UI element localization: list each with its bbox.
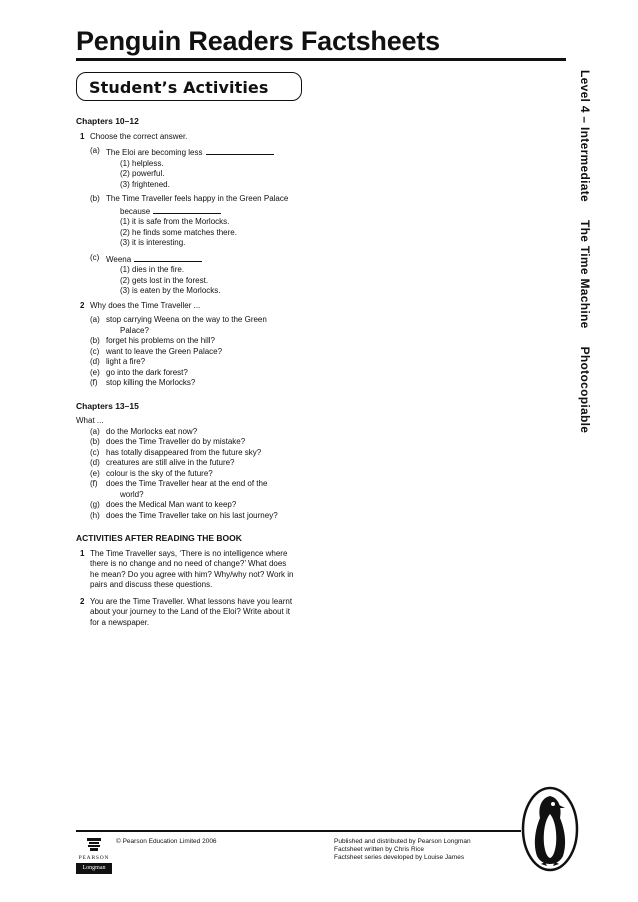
chapters-13-15-heading: Chapters 13–15 — [76, 400, 139, 411]
item-text: want to leave the Green Palace? — [106, 346, 223, 356]
question-13h — [76, 511, 308, 522]
question-2f — [76, 378, 308, 389]
question-1b — [76, 194, 308, 205]
option — [76, 217, 308, 228]
item-label: (d) — [90, 458, 100, 467]
written-line: Factsheet written by Chris Rice — [334, 846, 424, 853]
item-text: because — [120, 206, 151, 216]
question-1c — [76, 253, 308, 266]
question-2 — [76, 301, 308, 312]
answer-blank — [134, 253, 202, 262]
question-13c — [76, 448, 308, 459]
question-line: You are the Time Traveller. What lessons have you learnt — [90, 596, 293, 606]
option-text: frightened. — [132, 179, 170, 189]
option-number: (3) — [120, 238, 130, 247]
question-13g — [76, 500, 308, 511]
option-text: helpless. — [132, 158, 164, 168]
question-13f — [76, 479, 308, 490]
question-line: about your journey to the Land of the Eloi? Write about it — [90, 607, 290, 616]
item-label: (f) — [90, 479, 98, 488]
option-text: it is safe from the Morlocks. — [132, 217, 230, 226]
item-label: (a) — [90, 315, 100, 324]
option-text: dies in the fire. — [132, 265, 185, 274]
longman-logo-text: Longman — [76, 863, 112, 874]
option-text: powerful. — [132, 169, 165, 178]
page-title: Penguin Readers Factsheets — [76, 26, 440, 56]
students-activities-box — [76, 72, 302, 101]
option — [76, 180, 308, 191]
option-number: (3) — [120, 179, 130, 189]
item-text: colour is the sky of the future? — [106, 468, 213, 478]
activities-content — [76, 110, 308, 632]
item-text: Palace? — [120, 325, 149, 335]
item-text: stop carrying Weena on the way to the Green — [106, 315, 267, 324]
option-number: (1) — [120, 217, 130, 226]
item-label: (e) — [90, 367, 100, 377]
item-label: (c) — [90, 346, 100, 356]
question-line: pairs and discuss these questions. — [90, 580, 213, 589]
question-text: Choose the correct answer. — [90, 131, 188, 141]
item-text: does the Medical Man want to keep? — [106, 500, 237, 509]
question-line: The Time Traveller says, ‘There is no intelligence where — [90, 548, 288, 558]
item-text: Weena — [106, 254, 132, 264]
item-label: (f) — [90, 378, 98, 387]
after-reading-heading: ACTIVITIES AFTER READING THE BOOK — [76, 533, 242, 543]
item-label: (g) — [90, 500, 100, 509]
question-13a — [76, 427, 308, 438]
question-13e — [76, 469, 308, 480]
pearson-logo-text: PEARSON — [78, 855, 110, 861]
item-label: (a) — [90, 426, 100, 436]
option — [76, 159, 308, 170]
item-label: (b) — [90, 336, 100, 345]
option-number: (3) — [120, 286, 130, 295]
question-2b — [76, 336, 308, 347]
option-number: (1) — [120, 158, 130, 168]
item-label: (c) — [90, 252, 100, 262]
side-note: Photocopiable — [578, 346, 592, 434]
question-13d — [76, 458, 308, 469]
question-2a — [76, 315, 308, 326]
item-label: (b) — [90, 194, 100, 203]
developed-line: Factsheet series developed by Louise James — [334, 854, 465, 861]
question-2c — [76, 347, 308, 358]
penguin-logo-icon — [521, 786, 579, 872]
item-continuation — [76, 490, 308, 501]
question-2e — [76, 368, 308, 379]
item-label: (h) — [90, 510, 100, 520]
question-number: 1 — [80, 548, 85, 558]
answer-blank — [206, 146, 274, 155]
item-text: world? — [120, 489, 144, 499]
item-label: (d) — [90, 357, 100, 366]
after-question-2 — [76, 597, 308, 629]
item-text: forget his problems on the hill? — [106, 336, 215, 345]
after-question-1 — [76, 549, 308, 591]
what-intro: What ... — [76, 416, 104, 425]
option — [76, 238, 308, 249]
option-text: he finds some matches there. — [132, 227, 237, 237]
question-line: for a newspaper. — [90, 617, 150, 627]
published-line: Published and distributed by Pearson Longman — [334, 838, 471, 845]
question-number: 2 — [80, 596, 85, 606]
pearson-longman-logo — [76, 836, 112, 876]
item-label: (e) — [90, 468, 100, 478]
option — [76, 265, 308, 276]
item-text: go into the dark forest? — [106, 367, 188, 377]
question-number: 1 — [80, 131, 85, 141]
footer-rule — [76, 830, 521, 832]
copyright-text: © Pearson Education Limited 2006 — [116, 838, 217, 845]
item-continuation — [76, 205, 308, 218]
side-label — [578, 70, 592, 450]
item-text: The Time Traveller feels happy in the Green Palace — [106, 194, 289, 203]
answer-blank — [153, 205, 221, 214]
item-text: does the Time Traveller hear at the end of the — [106, 479, 268, 488]
item-text: The Eloi are becoming less — [106, 148, 203, 157]
students-activities-title: Student’s Activities — [89, 78, 269, 97]
item-label: (a) — [90, 146, 100, 155]
question-2d — [76, 357, 308, 368]
side-book: The Time Machine — [578, 220, 592, 329]
item-label: (c) — [90, 447, 100, 457]
option — [76, 169, 308, 180]
question-13b — [76, 437, 308, 448]
pearson-mark-icon — [86, 836, 102, 852]
option-number: (2) — [120, 169, 130, 178]
publisher-info — [334, 838, 471, 862]
option — [76, 228, 308, 239]
item-text: does the Time Traveller take on his last journey? — [106, 510, 278, 520]
item-label: (b) — [90, 437, 100, 446]
question-text: Why does the Time Traveller ... — [90, 300, 201, 310]
chapters-10-12-heading: Chapters 10–12 — [76, 116, 139, 126]
option-text: gets lost in the forest. — [132, 275, 209, 285]
option-number: (2) — [120, 275, 130, 285]
item-text: light a fire? — [106, 357, 146, 366]
question-number: 2 — [80, 300, 85, 310]
item-text: do the Morlocks eat now? — [106, 426, 198, 436]
option-text: it is interesting. — [132, 238, 186, 247]
question-line: he mean? Do you agree with him? Why/why not? Work in — [90, 569, 294, 579]
item-continuation — [76, 326, 308, 337]
item-text: creatures are still alive in the future? — [106, 458, 235, 467]
option — [76, 276, 308, 287]
option-text: is eaten by the Morlocks. — [132, 286, 221, 295]
option-number: (1) — [120, 265, 130, 274]
item-text: stop killing the Morlocks? — [106, 378, 196, 387]
option — [76, 286, 308, 297]
item-text: does the Time Traveller do by mistake? — [106, 437, 246, 446]
side-level: Level 4 – Intermediate — [578, 70, 592, 202]
header-rule — [76, 58, 566, 61]
item-text: has totally disappeared from the future sky? — [106, 447, 262, 457]
question-1a — [76, 146, 308, 159]
option-number: (2) — [120, 227, 130, 237]
question-1 — [76, 132, 308, 143]
question-line: there is no change and no need of change?’ What does — [90, 559, 287, 568]
